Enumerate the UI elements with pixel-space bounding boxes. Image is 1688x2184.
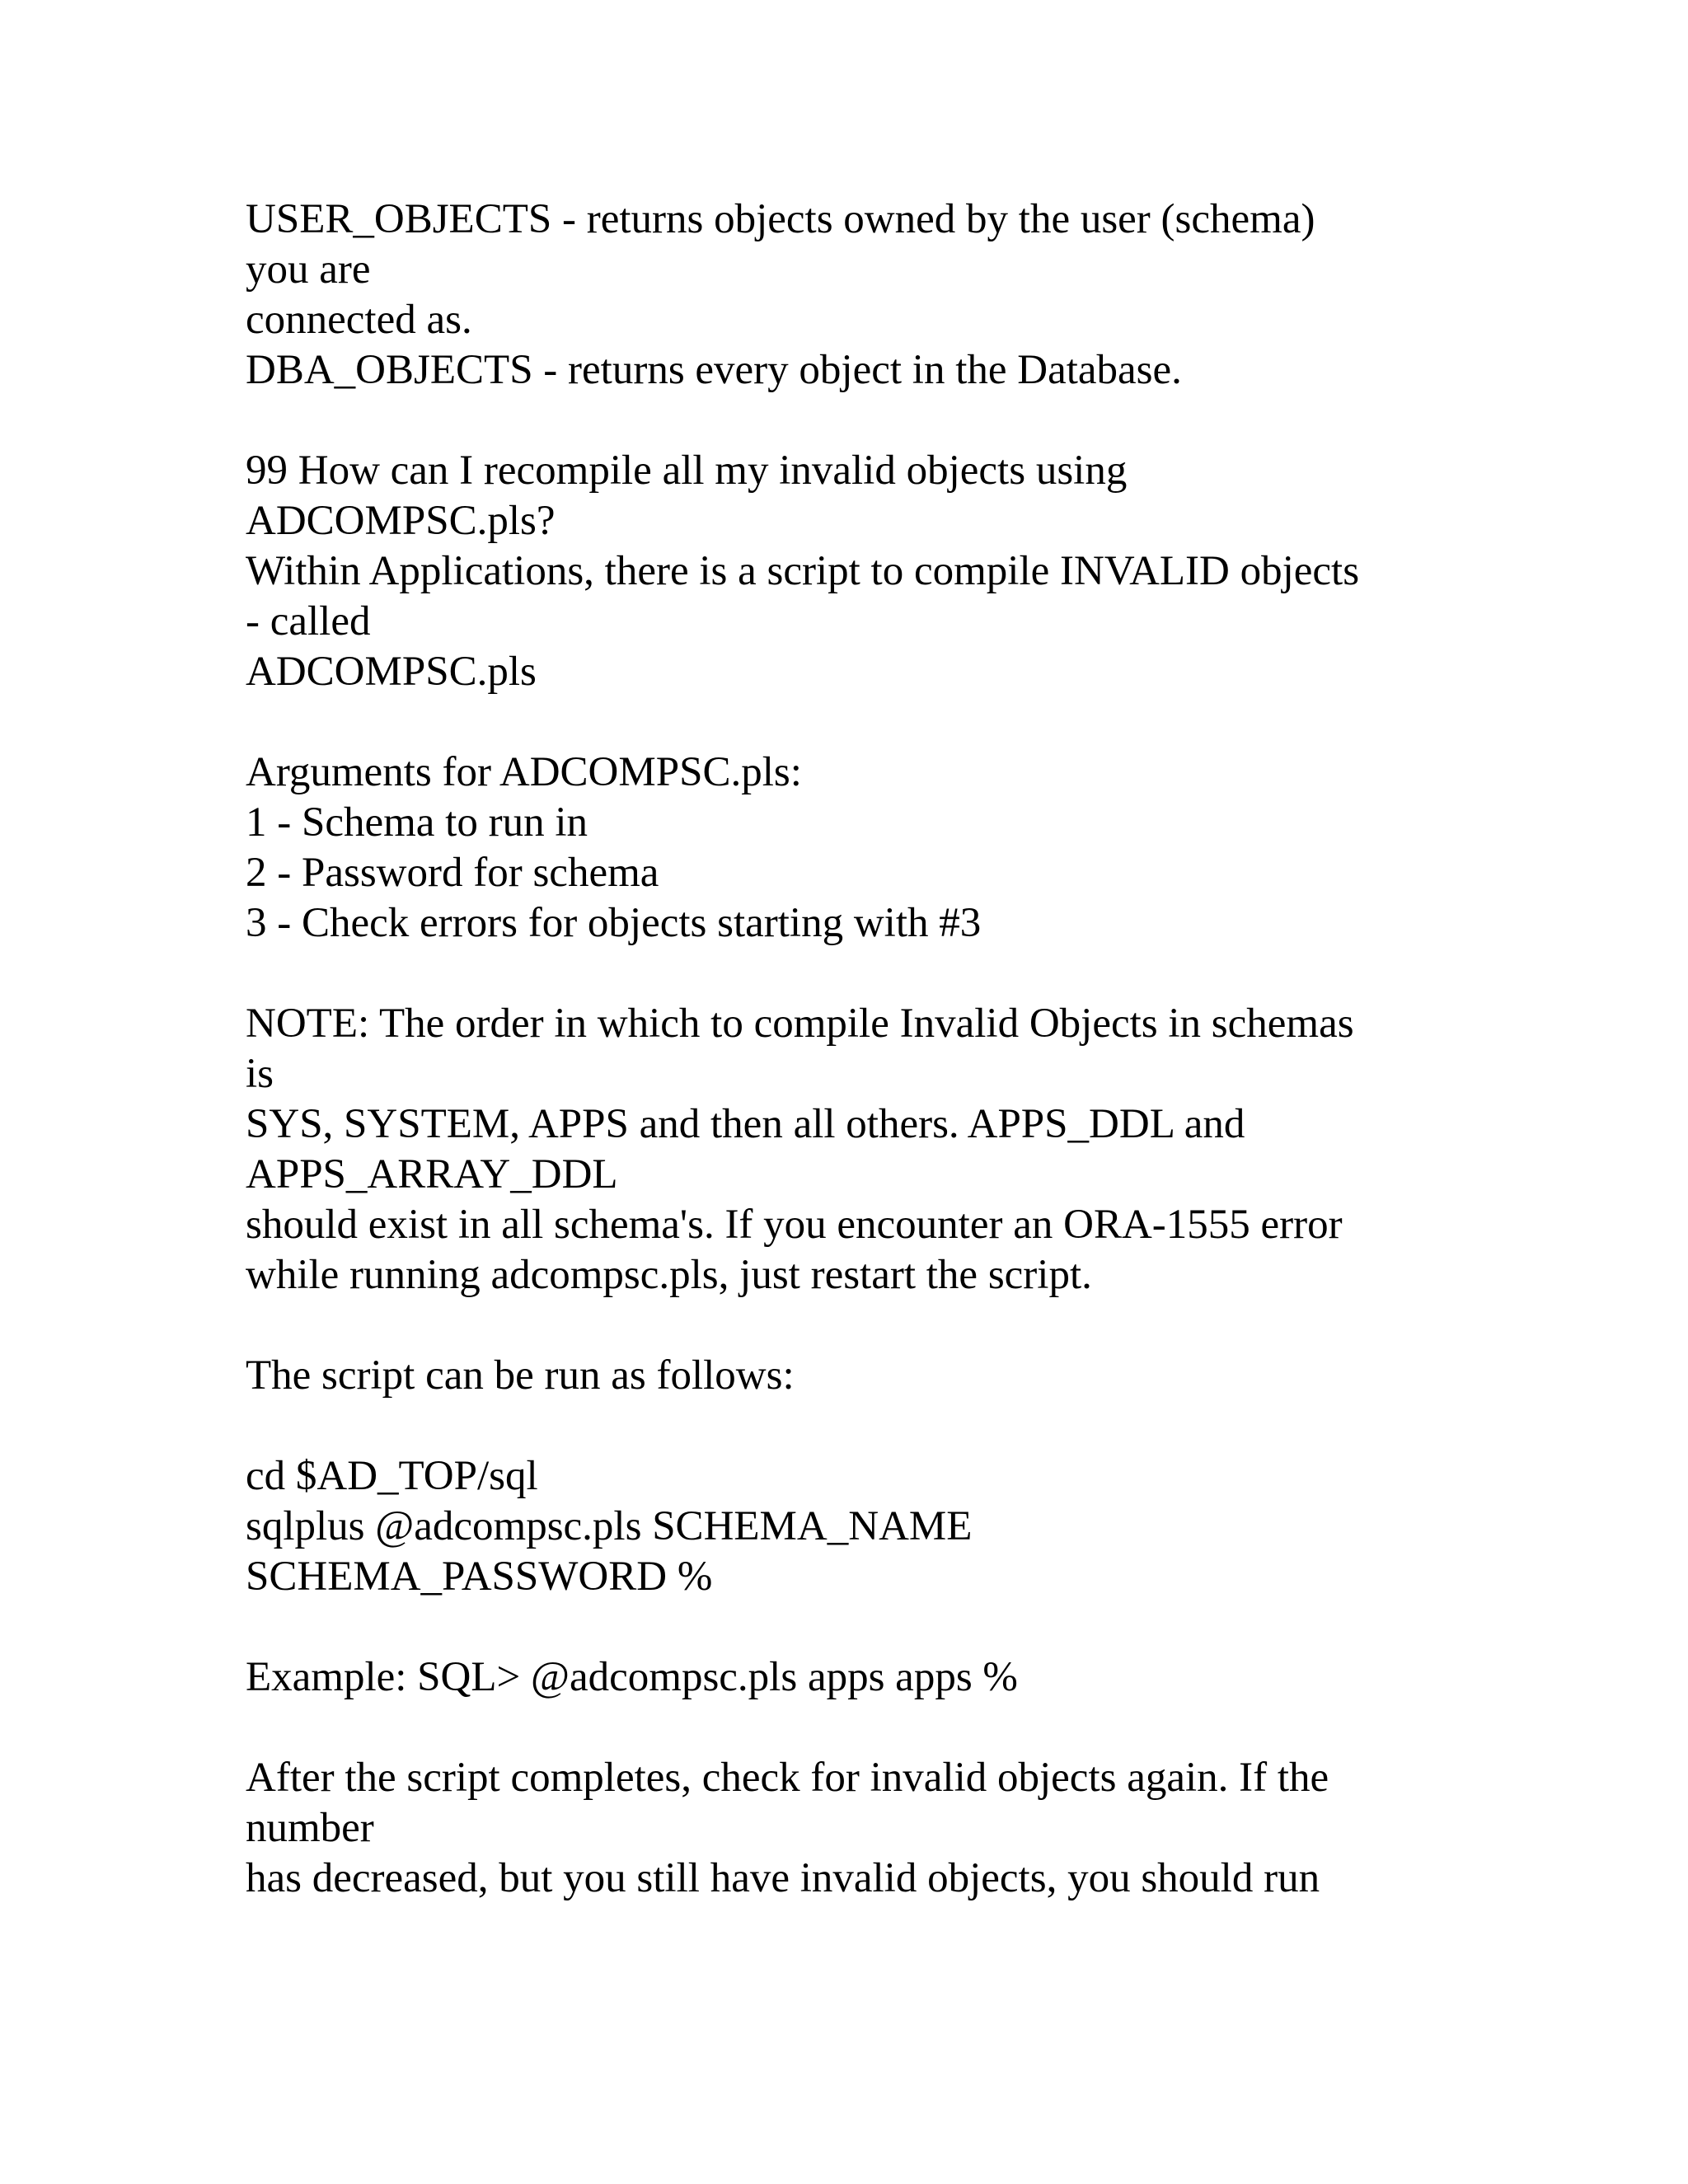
argument-item: 1 - Schema to run in	[246, 799, 588, 846]
text-line: APPS_ARRAY_DDL	[246, 1151, 618, 1197]
blank-line	[246, 1301, 1441, 1351]
text-line: connected as.	[246, 297, 472, 343]
text-line: number	[246, 1805, 374, 1851]
text-line: DBA_OBJECTS - returns every object in the Database.	[246, 347, 1182, 393]
text-line: while running adcompsc.pls, just restart the script.	[246, 1252, 1092, 1298]
text-line: ADCOMPSC.pls?	[246, 498, 556, 544]
blank-line	[246, 1401, 1441, 1451]
blank-line	[246, 1602, 1441, 1652]
blank-line	[246, 697, 1441, 748]
text-line: ADCOMPSC.pls	[246, 649, 537, 695]
command-line: cd $AD_TOP/sql	[246, 1453, 538, 1499]
blank-line	[246, 949, 1441, 999]
command-line: SCHEMA_PASSWORD %	[246, 1554, 713, 1600]
text-line: has decreased, but you still have invalid objects, you should run	[246, 1855, 1320, 1901]
text-line: should exist in all schema's. If you encounter an ORA-1555 error	[246, 1202, 1343, 1248]
text-line: Within Applications, there is a script to compile INVALID objects	[246, 548, 1360, 594]
text-line: - called	[246, 598, 371, 644]
text-line: After the script completes, check for invalid objects again. If the	[246, 1755, 1329, 1801]
text-line: is	[246, 1051, 274, 1097]
text-line: USER_OBJECTS - returns objects owned by the user (schema)	[246, 196, 1315, 242]
blank-line	[246, 1703, 1441, 1753]
text-line: The script can be run as follows:	[246, 1352, 795, 1399]
blank-line	[246, 396, 1441, 446]
text-line: you are	[246, 246, 371, 293]
document-body	[246, 194, 1441, 1904]
note-line: NOTE: The order in which to compile Invalid Objects in schemas	[246, 1001, 1354, 1047]
command-line: sqlplus @adcompsc.pls SCHEMA_NAME	[246, 1503, 973, 1549]
argument-item: 3 - Check errors for objects starting with #3	[246, 900, 982, 946]
example-line: Example: SQL> @adcompsc.pls apps apps %	[246, 1654, 1018, 1700]
question-heading: 99 How can I recompile all my invalid objects using	[246, 448, 1128, 494]
text-line: Arguments for ADCOMPSC.pls:	[246, 749, 802, 795]
text-line: SYS, SYSTEM, APPS and then all others. APPS_DDL and	[246, 1101, 1245, 1147]
argument-item: 2 - Password for schema	[246, 850, 659, 896]
